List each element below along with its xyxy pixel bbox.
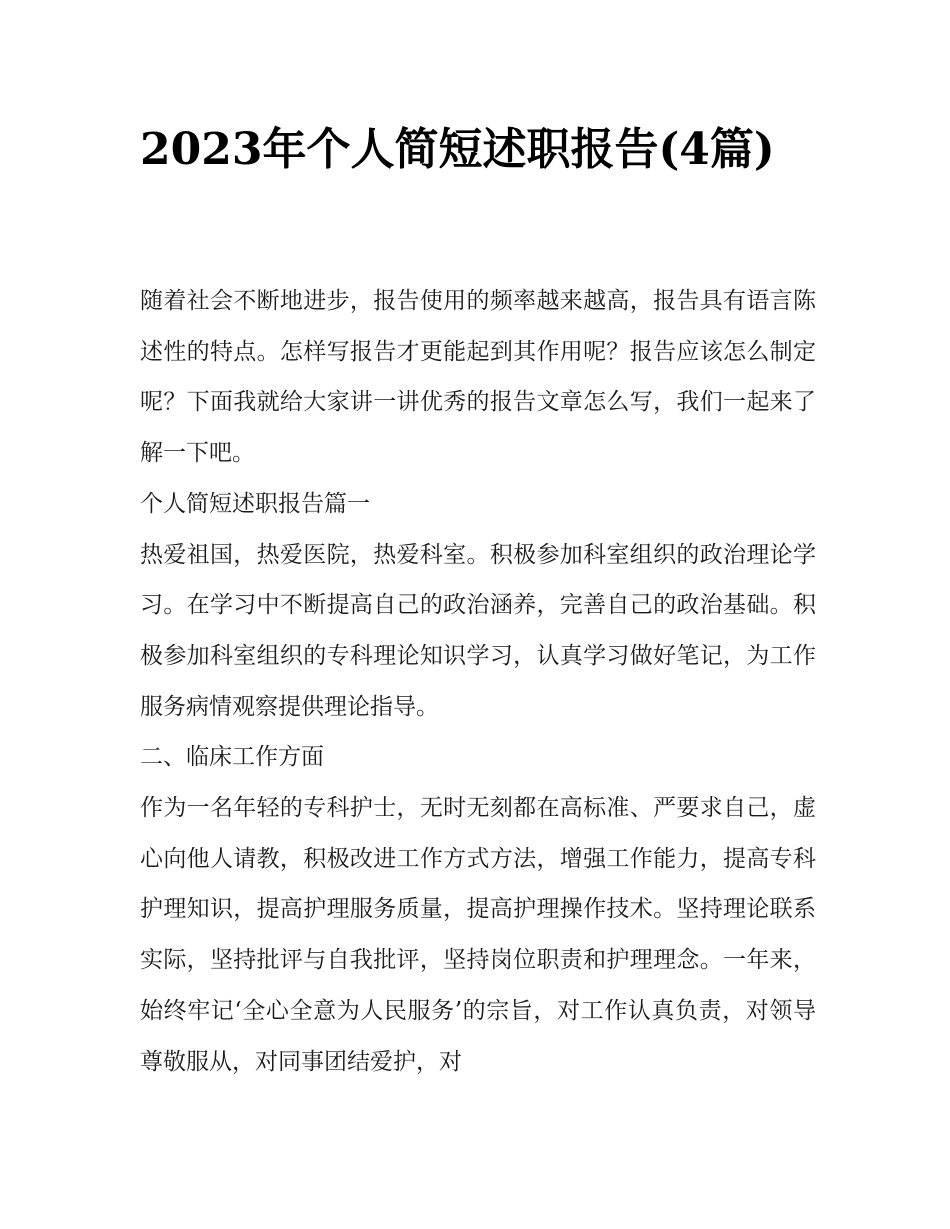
paragraph-political-study: 热爱祖国，热爱医院，热爱科室。积极参加科室组织的政治理论学习。在学习中不断提高自己的政治涵养，完善自己的政治基础。积极参加科室组织的专科理论知识学习，认真学习做好笔记，为工作服务病情观察提供理论指导。 bbox=[140, 541, 816, 720]
section-heading-part-one: 个人简短述职报告篇一 bbox=[140, 490, 370, 517]
document-body bbox=[140, 276, 816, 1087]
paragraph-clinical-work: 作为一名年轻的专科护士，无时无刻都在高标准、严要求自己，虚心向他人请教，积极改进工作方式方法，增强工作能力，提高专科护理知识，提高护理服务质量，提高护理操作技术。坚持理论联系实际，坚持批评与自我批评，坚持岗位职责和护理理念。一年来，始终牢记‘全心全意为人民服务’的宗旨，对工作认真负责，对领导尊敬服从，对同事团结爱护，对 bbox=[140, 795, 816, 1075]
paragraph-intro: 随着社会不断地进步，报告使用的频率越来越高，报告具有语言陈述性的特点。怎样写报告才更能起到其作用呢？报告应该怎么制定呢？下面我就给大家讲一讲优秀的报告文章怎么写，我们一起来了解一下吧。 bbox=[140, 288, 816, 467]
document-title: 2023年个人简短述职报告(4篇) bbox=[140, 124, 775, 175]
section-heading-clinical-work: 二、临床工作方面 bbox=[140, 744, 324, 771]
